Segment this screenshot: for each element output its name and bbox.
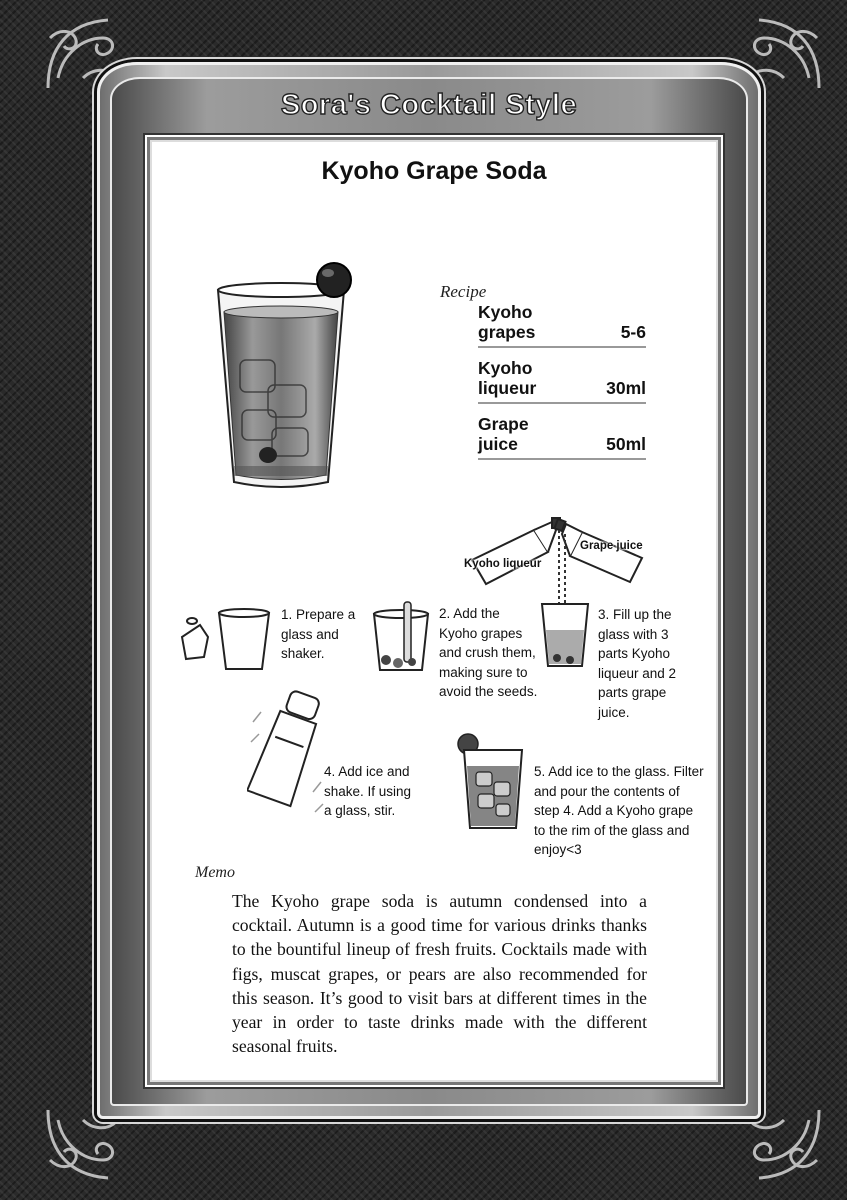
ingredient-list	[478, 302, 646, 470]
ice-glass-with-grape-icon	[452, 732, 527, 832]
ingredient-row	[478, 302, 646, 348]
grape-soda-glass-icon	[210, 260, 360, 495]
ingredient-amount: 5-6	[620, 322, 646, 342]
ingredient-row	[478, 414, 646, 460]
cocktail-shaker-icon	[247, 682, 327, 832]
ingredient-name: Kyoho liqueur	[478, 358, 537, 398]
card-title: Kyoho Grape Soda	[321, 157, 547, 185]
ingredient-name: Kyoho grapes	[478, 302, 536, 342]
recipe-label: Recipe	[440, 282, 487, 301]
memo-label: Memo	[195, 864, 235, 881]
memo-text: The Kyoho grape soda is autumn condensed into a cocktail. Autumn is a good time for various drinks thanks to the bountiful lineup of fresh fruits. Cocktails made with figs, muscat grapes, or pears are also recommended for this season. It’s good to visit bars at different times in the year in order to taste drinks made with the different seasonal fruits.	[232, 891, 647, 1057]
step-5-text: 5. Add ice to the glass. Filter and pour the contents of step 4. Add a Kyoho grape to the rim of the glass and enjoy<3	[534, 764, 704, 857]
ingredient-amount: 30ml	[606, 378, 646, 398]
ingredient-name: Grape juice	[478, 414, 529, 454]
ingredient-row	[478, 358, 646, 404]
step-2-text: 2. Add the Kyoho grapes and crush them, making sure to avoid the seeds.	[439, 606, 538, 699]
header-title: Sora's Cocktail Style	[280, 89, 578, 121]
muddled-grapes-glass-icon	[370, 600, 435, 675]
step-3-text: 3. Fill up the glass with 3 parts Kyoho liqueur and 2 parts grape juice.	[598, 607, 677, 720]
glass-and-shaker-icon	[174, 607, 274, 677]
grape-juice-bottle-label: Grape juice	[580, 540, 643, 552]
ingredient-amount: 50ml	[606, 434, 646, 454]
step-1-text: 1. Prepare a glass and shaker.	[281, 607, 356, 661]
kyoho-liqueur-bottle-label: Kyoho liqueur	[464, 558, 542, 570]
step-4-text: 4. Add ice and shake. If using a glass, stir.	[324, 764, 412, 818]
recipe-card	[150, 140, 718, 1082]
